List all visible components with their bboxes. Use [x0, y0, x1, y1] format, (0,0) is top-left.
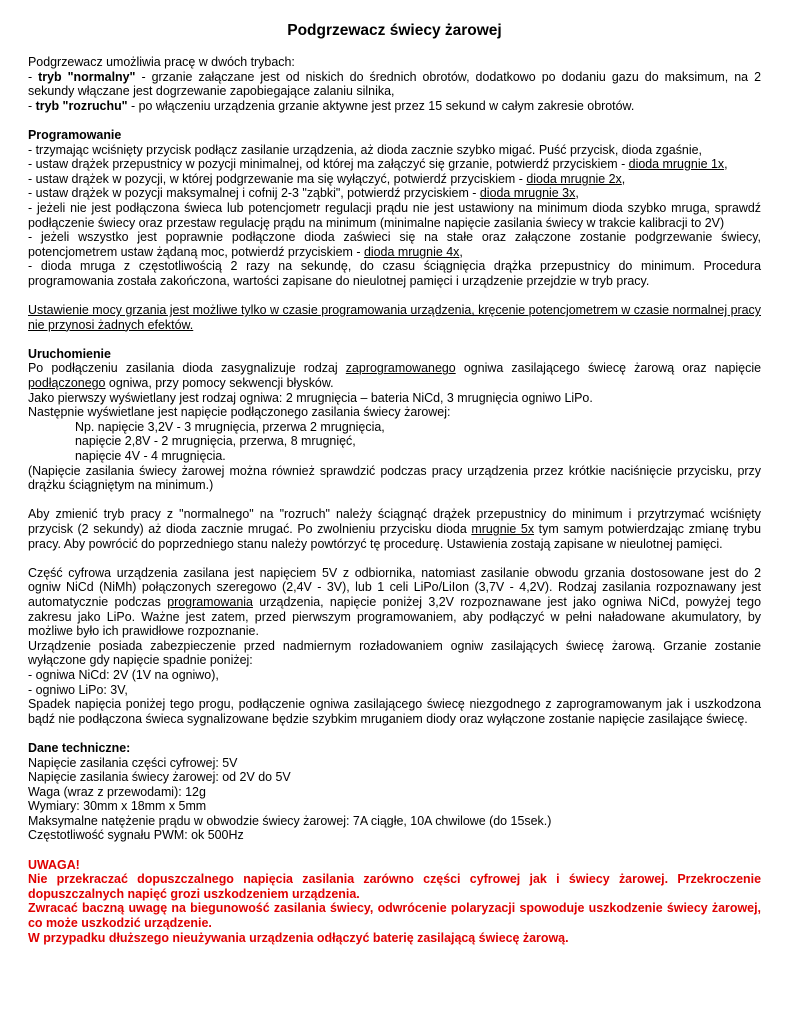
- programming-step: - ustaw drążek przepustnicy w pozycji minimalnej, od której ma załączyć się grzanie, potwierdź przyciskiem - dioda mrugnie 1x,: [28, 157, 728, 172]
- intro-line: Podgrzewacz umożliwia pracę w dwóch trybach:: [28, 55, 295, 69]
- programming-heading: Programowanie: [28, 127, 122, 142]
- voltage-example: napięcie 4V - 4 mrugnięcia.: [75, 449, 226, 464]
- voltage-example: napięcie 2,8V - 2 mrugnięcia, przerwa, 8 mrugnięć,: [75, 434, 356, 449]
- programming-note: Ustawienie mocy grzania jest możliwe tylko w czasie programowania urządzenia, kręcenie potencjometrem w czasie normalnej pracy nie przynosi żadnych efektów.: [28, 303, 761, 332]
- protection-paragraph: Spadek napięcia poniżej tego progu, podłączenie ogniwa zasilającego świecę niezgodnego z zaprogramowanym jak i uszkodzona bądź nie podłączona świeca sygnalizowane będzie szybkim mruganiem diody oraz wyłączone zostanie napięcie zasilające świecę.: [28, 697, 761, 726]
- programming-step: - ustaw drążek w pozycji, w której podgrzewanie ma się wyłączyć, potwierdź przyciskiem - dioda mrugnie 2x,: [28, 171, 626, 186]
- mode-start-item: - tryb "rozruchu" - po włączeniu urządzenia grzanie aktywne jest przez 15 sekund w całym zakresie obrotów.: [28, 98, 635, 113]
- mode-change-paragraph: Aby zmienić tryb pracy z "normalnego" na "rozruch" należy ściągnąć drążek przepustnicy do minimum i przytrzymać wciśnięty przycisk (2 sekundy) aż dioda zacznie mrugać. Po zwolnieniu przycisku dioda mrugnie 5x tym samym potwierdzając zmianę trybu pracy. Aby powrócić do poprzedniego stanu należy powtórzyć tę procedurę. Ustawienia zostają zapisane w nieulotnej pamięci.: [28, 507, 761, 551]
- spec-item: Waga (wraz z przewodami): 12g: [28, 784, 206, 799]
- mode-normal-text: - grzanie załączane jest od niskich do średnich obrotów, dodatkowo po dodaniu gazu do maksimum, na 2 sekundy włączane jest dogrzewanie zapobiegające zalaniu silnika,: [28, 69, 761, 99]
- spec-item: Wymiary: 30mm x 18mm x 5mm: [28, 799, 207, 814]
- led-blink-4x: dioda mrugnie 4x: [363, 244, 460, 259]
- warning-heading: UWAGA!: [28, 857, 80, 872]
- programming-step: - dioda mruga z częstotliwością 2 razy na sekundę, do czasu ściągnięcia drążka przepustnicy do minimum. Procedura programowania została zakończona, wartości zapisane do nieulotnej pamięci i urządzenie przejdzie w tryb pracy.: [28, 259, 761, 288]
- power-paragraph: Część cyfrowa urządzenia zasilana jest napięciem 5V z odbiornika, natomiast zasilanie obwodu grzania dostosowane jest do 2 ogniw NiCd (NiMh) połączonych szeregowo (2,4V - 3V), lub 1 celi LiPo/LiIon (3,7V - 4,2V). Rodzaj zasilania rozpoznawany jest automatycznie podczas programowania urządzenia, napięcie poniżej 3,2V rozpoznawane jest jako ogniwa NiCd, powyżej tego zakresu jako LiPo. Ważne jest zatem, przed pierwszym programowaniem, aby podłączyć w pełni naładowane akumulatory, by możliwe było ich prawidłowe rozpoznanie.: [28, 565, 761, 639]
- voltage-example: Np. napięcie 3,2V - 3 mrugnięcia, przerwa 2 mrugnięcia,: [75, 419, 385, 434]
- startup-paragraph: (Napięcie zasilania świecy żarowej można również sprawdzić podczas pracy urządzenia przez krótkie naciśnięcie przycisku, przy drążku ściągniętym na minimum.): [28, 463, 761, 493]
- page-title: Podgrzewacz świecy żarowej: [287, 22, 502, 39]
- mode-start-text: - po włączeniu urządzenia grzanie aktywne jest przez 15 sekund w całym zakresie obrotów.: [127, 98, 635, 113]
- mode-normal-item: - tryb "normalny" - grzanie załączane jest od niskich do średnich obrotów, dodatkowo po dodaniu gazu do maksimum, na 2 sekundy włączane jest dogrzewanie zapobiegające zalaniu silnika,: [28, 69, 761, 99]
- specs-heading: Dane techniczne:: [28, 740, 131, 755]
- warning-item: Nie przekraczać dopuszczalnego napięcia zasilania zarówno części cyfrowej jak i świecy żarowej. Przekroczenie dopuszczalnych napięć grozi uszkodzeniem urządzenia.: [28, 872, 761, 901]
- warning-item: Zwracać baczną uwagę na biegunowość zasilania świecy, odwrócenie polaryzacji spowoduje uszkodzenie świecy żarowej, co może uszkodzić urządzenie.: [28, 901, 761, 931]
- led-blink-3x: dioda mrugnie 3x: [479, 186, 576, 201]
- mode-start-label: tryb "rozruchu": [35, 98, 128, 113]
- led-blink-1x: dioda mrugnie 1x: [628, 157, 725, 172]
- protection-paragraph: Urządzenie posiada zabezpieczenie przed nadmiernym rozładowaniem ogniw zasilających świecę żarową. Grzanie zostanie wyłączone gdy napięcie spadnie poniżej:: [28, 638, 761, 668]
- spec-item: Napięcie zasilania świecy żarowej: od 2V do 5V: [28, 770, 291, 785]
- startup-paragraph: Jako pierwszy wyświetlany jest rodzaj ogniwa: 2 mrugnięcia – bateria NiCd, 3 mrugnięcia ogniwo LiPo.: [28, 390, 593, 405]
- protection-item: - ogniwa NiCd: 2V (1V na ogniwo),: [28, 667, 219, 682]
- spec-item: Maksymalne natężenie prądu w obwodzie świecy żarowej: 7A ciągłe, 10A chwilowe (do 15sek.): [28, 813, 552, 828]
- protection-item: - ogniwo LiPo: 3V,: [28, 682, 128, 697]
- programming-step: - jeżeli nie jest podłączona świeca lub potencjometr regulacji prądu nie jest ustawiony na minimum dioda szybko mruga, sprawdź podłączenie świecy oraz przestaw regulację prądu na minimum (minimalne napięcie zasilania świecy w trakcie kalibracji to 2V): [28, 200, 761, 230]
- spec-item: Napięcie zasilania części cyfrowej: 5V: [28, 755, 238, 770]
- programming-step: - trzymając wciśnięty przycisk podłącz zasilanie urządzenia, aż dioda zacznie szybko migać. Puść przycisk, dioda zgaśnie,: [28, 142, 702, 157]
- document-page: [28, 22, 761, 945]
- programming-step: - jeżeli wszystko jest poprawnie podłączone dioda zaświeci się na stałe oraz załączone zostanie podgrzewanie świecy, potencjometrem ustaw żądaną moc, potwierdź przyciskiem - dioda mrugnie 4x,: [28, 230, 761, 259]
- led-blink-2x: dioda mrugnie 2x: [526, 171, 622, 186]
- startup-heading: Uruchomienie: [28, 346, 111, 361]
- programming-step: - ustaw drążek w pozycji maksymalnej i cofnij 2-3 "ząbki", potwierdź przyciskiem - dioda mrugnie 3x,: [28, 186, 579, 201]
- warning-item: W przypadku dłuższego nieużywania urządzenia odłączyć baterię zasilającą świecę żarową.: [28, 930, 569, 945]
- startup-paragraph: Następnie wyświetlane jest napięcie podłączonego zasilania świecy żarowej:: [28, 405, 451, 420]
- startup-paragraph: Po podłączeniu zasilania dioda zasygnalizuje rodzaj zaprogramowanego ogniwa zasilającego świecę żarową oraz napięcie podłączonego ogniwa, przy pomocy sekwencji błysków.: [28, 361, 761, 391]
- spec-item: Częstotliwość sygnału PWM: ok 500Hz: [28, 828, 244, 843]
- mode-normal-label: tryb "normalny": [38, 69, 136, 84]
